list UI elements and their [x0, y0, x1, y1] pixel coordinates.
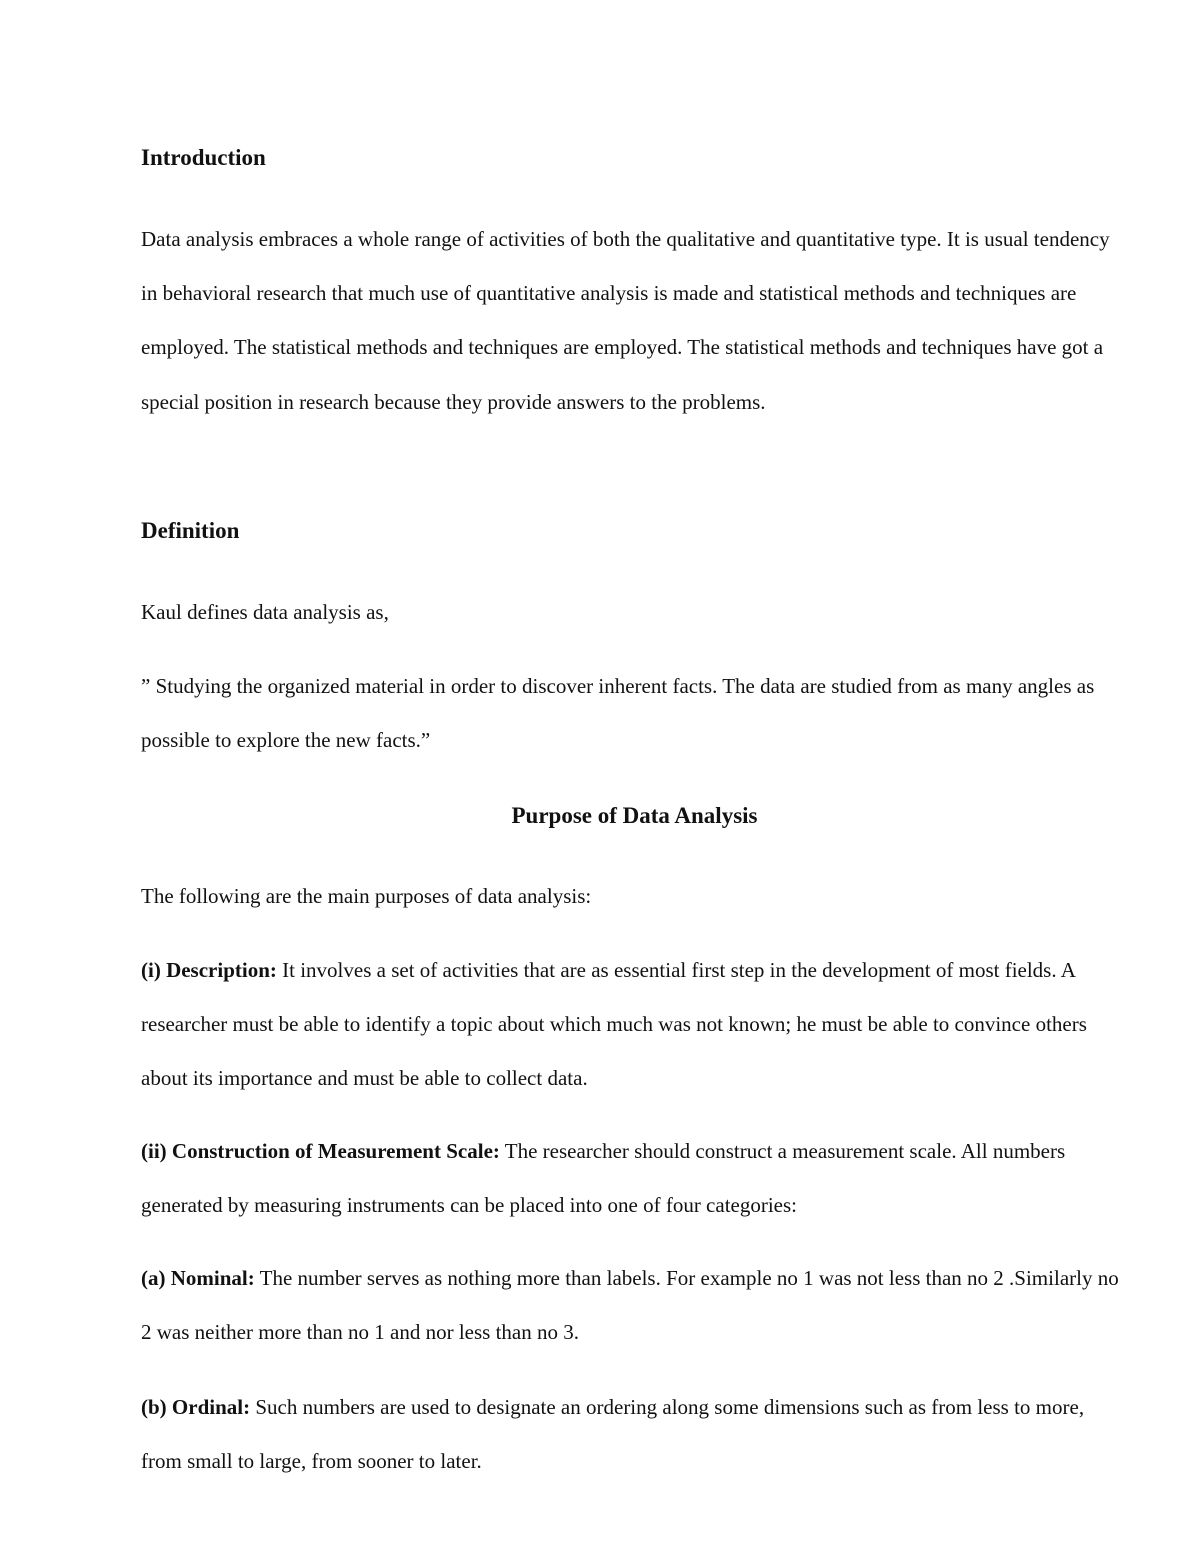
- item-label: (i) Description:: [141, 958, 277, 982]
- introduction-paragraph: Data analysis embraces a whole range of activities of both the qualitative and quantitative type. It is usual tendency in behavioral research that much use of quantitative analysis is made and statistical methods and techniques are employed. The statistical methods and techniques are employed. The statistical methods and techniques have got a special position in research because they provide answers to the problems.: [141, 227, 1110, 414]
- purpose-item-measurement-scale: [141, 1124, 1126, 1232]
- item-label: (a) Nominal:: [141, 1266, 255, 1290]
- definition-heading: Definition: [141, 518, 240, 543]
- definition-lead: Kaul defines data analysis as,: [141, 600, 389, 624]
- definition-quote: ” Studying the organized material in order to discover inherent facts. The data are studied from as many angles as possible to explore the new facts.”: [141, 674, 1095, 753]
- item-text: The number serves as nothing more than labels. For example no 1 was not less than no 2 .Similarly no 2 was neither more than no 1 and nor less than no 3.: [141, 1266, 1119, 1345]
- purpose-lead: The following are the main purposes of data analysis:: [141, 884, 592, 908]
- document-page: [141, 0, 1121, 1553]
- item-label: (b) Ordinal:: [141, 1395, 251, 1419]
- item-text: Such numbers are used to designate an ordering along some dimensions such as from less to more, from small to large, from sooner to later.: [141, 1395, 1085, 1474]
- introduction-heading: Introduction: [141, 145, 266, 170]
- purpose-item-nominal: [141, 1251, 1126, 1359]
- item-text: It involves a set of activities that are as essential first step in the development of most fields. A researcher must be able to identify a topic about which much was not known; he must be able to convince others about its importance and must be able to collect data.: [141, 958, 1087, 1091]
- purpose-heading: Purpose of Data Analysis: [511, 803, 758, 828]
- purpose-item-description: [141, 943, 1126, 1106]
- purpose-item-ordinal: [141, 1380, 1126, 1488]
- item-text: The researcher should construct a measurement scale. All numbers generated by measuring instruments can be placed into one of four categories:: [141, 1139, 1066, 1218]
- item-label: (ii) Construction of Measurement Scale:: [141, 1139, 500, 1163]
